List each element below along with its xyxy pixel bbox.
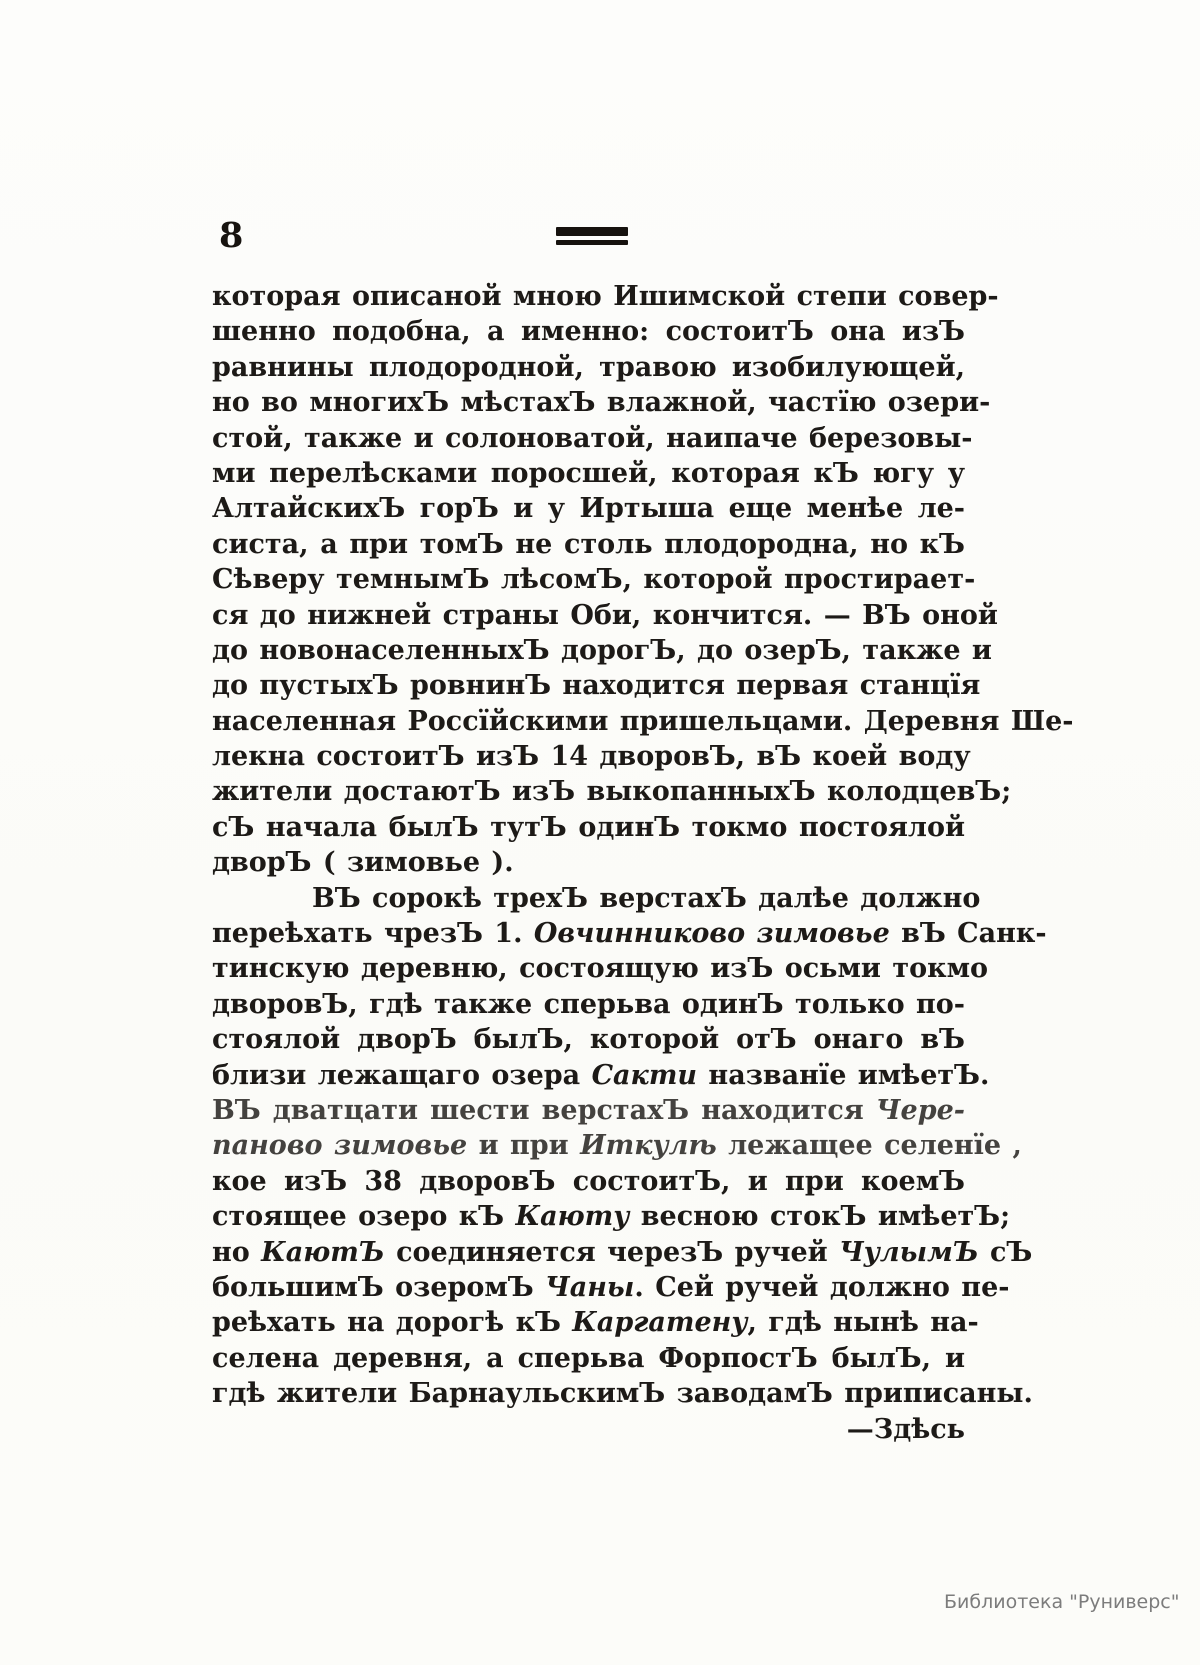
place-name-italic: Иткулѣ	[580, 1130, 717, 1162]
page-number: 8	[219, 215, 244, 256]
text-line	[212, 1235, 1033, 1270]
text-line	[212, 668, 981, 703]
text-line	[212, 810, 965, 845]
place-name-italic: Чаны	[545, 1271, 635, 1303]
text-line	[212, 774, 1012, 809]
text-segment: соединяется черезЪ ручей	[384, 1236, 840, 1268]
text-segment: до пустыхЪ ровнинЪ находится первая станцїя	[212, 670, 981, 702]
text-segment: но	[212, 1236, 262, 1268]
text-line	[212, 845, 965, 880]
text-segment: систа, а при томЪ не столь плодородна, но кЪ	[212, 528, 965, 560]
text-segment: близи лежащаго озера	[212, 1059, 592, 1091]
text-segment: дворЪ ( зимовье ).	[212, 847, 514, 879]
place-name-italic: Чере-	[875, 1094, 965, 1126]
text-segment: сЪ	[978, 1236, 1033, 1268]
text-line	[212, 527, 965, 562]
text-segment: Сѣверу темнымЪ лѣсомЪ, которой простирает-	[212, 564, 976, 596]
text-segment: стой, также и солоноватой, наипаче березовы-	[212, 422, 973, 454]
body-text-block	[212, 279, 1074, 1447]
text-segment: большимЪ озеромЪ	[212, 1271, 546, 1303]
text-segment: ся до нижней страны Оби, кончится. — ВЪ оной	[212, 599, 998, 631]
text-line	[212, 1128, 1022, 1163]
text-line	[212, 491, 965, 526]
place-name-italic: Каюту	[515, 1201, 630, 1233]
ornament-bar-thin	[556, 240, 628, 245]
text-segment: которая описаной мною Ишимской степи совер-	[212, 281, 999, 312]
text-line	[212, 951, 989, 986]
text-line	[212, 1199, 1011, 1234]
place-name-italic: Сакти	[591, 1059, 698, 1091]
text-segment: —Здѣсь	[846, 1413, 965, 1445]
text-segment: жители достаютЪ изЪ выкопанныхЪ колодцевЪ;	[212, 776, 1012, 808]
text-segment: переѣхать чрезЪ 1.	[212, 918, 534, 950]
text-line	[212, 1376, 1033, 1411]
text-segment: лежащее селенїе ,	[716, 1130, 1022, 1162]
library-watermark: Библиотека "Руниверс"	[944, 1591, 1180, 1613]
text-segment: и при	[467, 1130, 581, 1162]
place-name-italic: КаютЪ	[261, 1236, 385, 1268]
text-segment: ВЪ дватцати шести верстахЪ находится	[212, 1094, 876, 1126]
text-line	[212, 456, 965, 491]
text-segment: АлтайскихЪ горЪ и у Иртыша еще менѣе ле-	[212, 493, 965, 525]
double-rule-ornament-icon	[556, 227, 628, 245]
text-segment: дворовЪ, гдѣ также сперьва одинЪ только по-	[212, 988, 965, 1020]
text-line	[212, 881, 981, 916]
text-segment: . Сей ручей должно пе-	[634, 1271, 1010, 1303]
text-segment: населенная Россїйскими пришельцами. Деревня Ше-	[212, 705, 1074, 737]
text-segment: шенно подобна, а именно: состоитЪ она изЪ	[212, 316, 965, 348]
text-segment: но во многихЪ мѣстахЪ влажной, частїю озери-	[212, 387, 991, 419]
text-line	[212, 1058, 990, 1093]
text-line	[212, 739, 971, 774]
text-segment: гдѣ жители БарнаульскимЪ заводамЪ приписаны.	[212, 1378, 1033, 1410]
text-line	[212, 633, 992, 668]
text-line	[212, 704, 1074, 739]
text-segment: реѣхать на дорогѣ кЪ	[212, 1307, 573, 1339]
place-name-italic: паново зимовье	[212, 1130, 468, 1162]
text-line	[212, 1341, 965, 1376]
text-segment: ВЪ сорокѣ трехЪ верстахЪ далѣе должно	[312, 882, 981, 914]
place-name-italic: Каргатену	[572, 1307, 748, 1339]
text-line	[212, 350, 965, 385]
text-segment: ми перелѣсками поросшей, которая кЪ югу у	[212, 457, 965, 489]
text-line	[212, 314, 965, 349]
text-line	[212, 1270, 1010, 1305]
text-line	[212, 421, 973, 456]
text-line	[212, 916, 1047, 951]
place-name-italic: ЧулымЪ	[839, 1236, 979, 1268]
text-segment: стоялой дворЪ былЪ, которой отЪ онаго вЪ	[212, 1024, 965, 1056]
text-line	[212, 1022, 965, 1057]
text-segment: вЪ Санк-	[889, 918, 1047, 950]
text-segment: названїе имѣетЪ.	[697, 1059, 990, 1091]
text-segment: кое изЪ 38 дворовЪ состоитЪ, и при коемЪ	[212, 1165, 965, 1197]
text-line	[212, 279, 999, 314]
text-segment: сЪ начала былЪ тутЪ одинЪ токмо постоялой	[212, 811, 965, 843]
text-line	[212, 598, 998, 633]
text-line	[212, 1305, 979, 1340]
text-line	[212, 1093, 965, 1128]
text-segment: тинскую деревню, состоящую изЪ осьми токмо	[212, 953, 989, 985]
text-segment: до новонаселенныхЪ дорогЪ, до озерЪ, также и	[212, 634, 992, 666]
text-segment: весною стокЪ имѣетЪ;	[629, 1201, 1011, 1233]
text-line	[212, 385, 991, 420]
ornament-bar-thick	[556, 227, 628, 236]
text-segment: , гдѣ нынѣ на-	[747, 1307, 979, 1339]
place-name-italic: Овчинниково зимовье	[533, 918, 890, 950]
text-line	[212, 1412, 965, 1447]
text-segment: равнины плодородной, травою изобилующей,	[212, 351, 965, 383]
text-line	[212, 562, 976, 597]
text-segment: стоящее озеро кЪ	[212, 1201, 516, 1233]
text-line	[212, 987, 965, 1022]
text-segment: селена деревня, а сперьва ФорпостЪ былЪ, и	[212, 1342, 965, 1374]
text-line	[212, 1164, 965, 1199]
text-segment: лекна состоитЪ изЪ 14 дворовЪ, вЪ коей воду	[212, 741, 971, 773]
